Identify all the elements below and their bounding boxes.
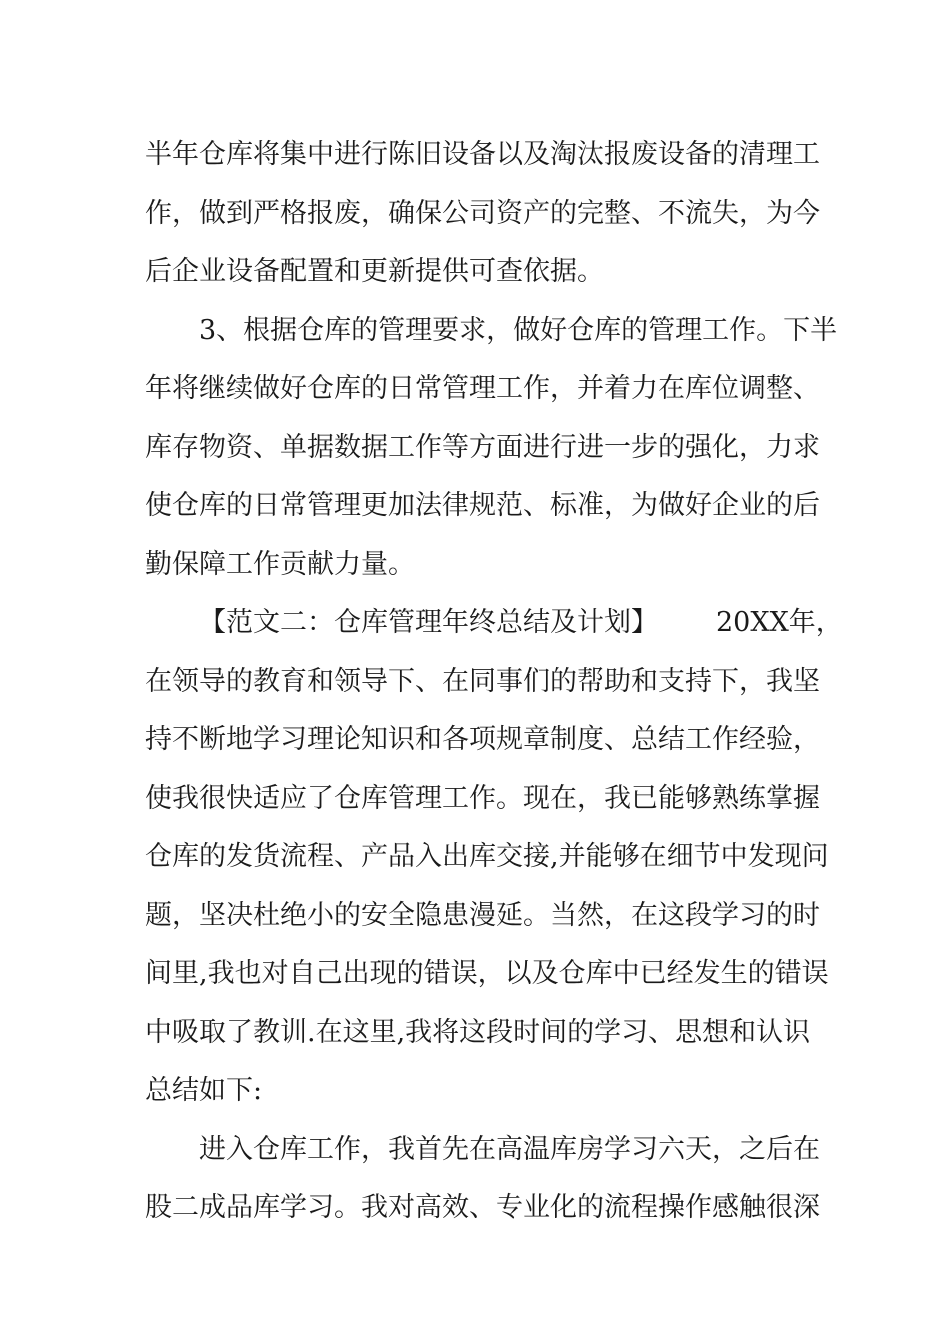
text-line: 进入仓库工作，我首先在高温库房学习六天，之后在 bbox=[199, 1133, 820, 1165]
text-line: 半年仓库将集中进行陈旧设备以及淘汰报废设备的清理工 bbox=[145, 139, 820, 170]
text-line: 在领导的教育和领导下、在同事们的帮助和支持下，我坚 bbox=[145, 665, 820, 697]
text-line: 3、根据仓库的管理要求，做好仓库的管理工作。下半 bbox=[199, 314, 838, 346]
section-heading-line bbox=[145, 594, 843, 653]
text-line: 股二成品库学习。我对高效、专业化的流程操作感触很深 bbox=[145, 1192, 820, 1223]
text-line: 使仓库的日常管理更加法律规范、标准，为做好企业的后 bbox=[145, 490, 820, 521]
text-line: 中吸取了教训.在这里,我将这段时间的学习、思想和认识 bbox=[145, 1016, 811, 1048]
text-line: 后企业设备配置和更新提供可查依据。 bbox=[145, 256, 604, 287]
text-line: 间里,我也对自己出现的错误，以及仓库中已经发生的错误 bbox=[145, 958, 829, 989]
text-line: 持不断地学习理论知识和各项规章制度、总结工作经验， bbox=[145, 724, 820, 755]
text-line: 作，做到严格报废，确保公司资产的完整、不流失，为今 bbox=[145, 197, 820, 229]
text-line: 库存物资、单据数据工作等方面进行进一步的强化，力求 bbox=[145, 431, 820, 463]
text-line: 20XX年， bbox=[716, 607, 843, 638]
document-body bbox=[145, 126, 843, 1238]
text-line: 使我很快适应了仓库管理工作。现在，我已能够熟练掌握 bbox=[145, 782, 820, 814]
text-line: 仓库的发货流程、产品入出库交接,并能够在细节中发现问 bbox=[145, 841, 829, 872]
text-line: 勤保障工作贡献力量。 bbox=[145, 548, 415, 580]
text-line: 题，坚决杜绝小的安全隐患漫延。当然，在这段学习的时 bbox=[145, 899, 820, 931]
text-line: 年将继续做好仓库的日常管理工作，并着力在库位调整、 bbox=[145, 373, 820, 404]
text-line: 总结如下: bbox=[145, 1075, 263, 1106]
section-heading: 【范文二：仓库管理年终总结及计划】 bbox=[199, 607, 658, 638]
